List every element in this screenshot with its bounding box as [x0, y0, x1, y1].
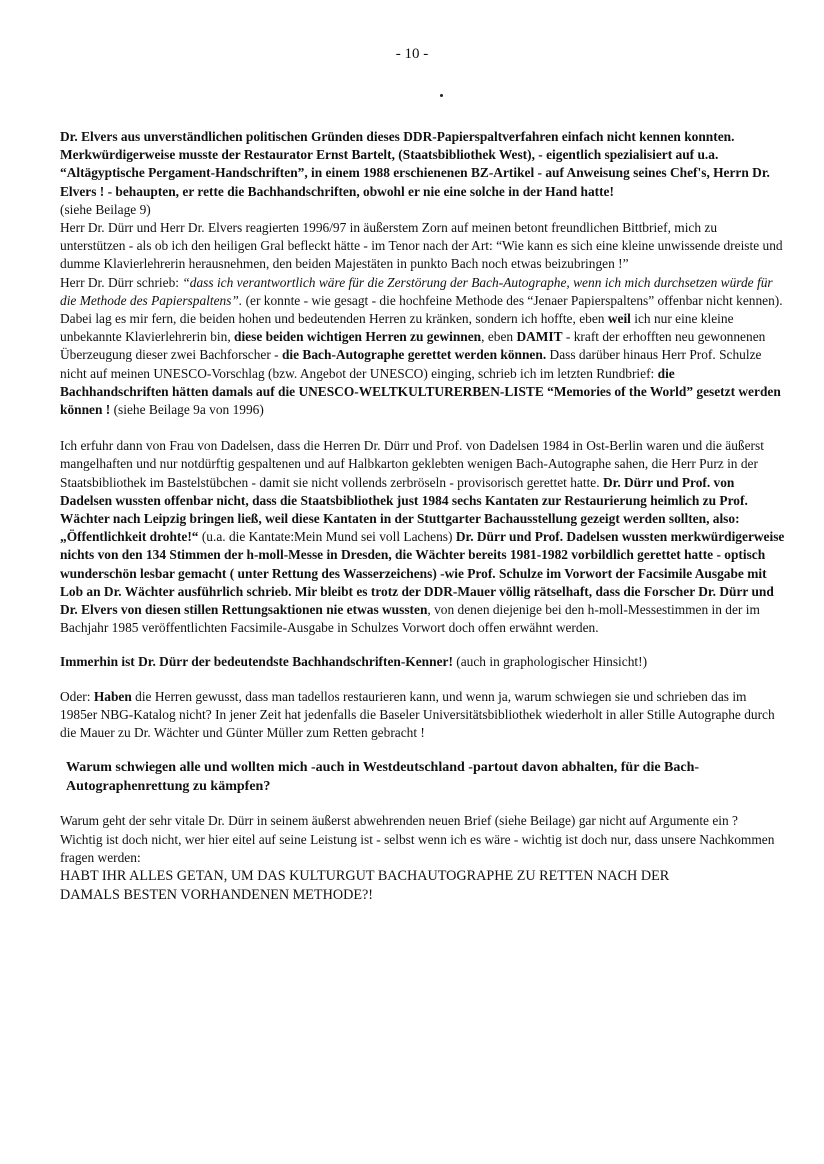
- paragraph-argumente: [60, 812, 785, 867]
- paragraph-duerr-quote: [60, 274, 785, 310]
- bold-text: die Bach-Autographe gerettet werden können.: [281, 347, 547, 363]
- paragraph-oder: [60, 688, 785, 743]
- body-text: Herr Dr. Dürr und Herr Dr. Elvers reagierten 1996/97 in äußerstem Zorn auf meinen betont freundlichen Bittbrief, mich zu unterstützen - als ob ich den heiligen Gral befleckt hätte - im Tenor nach der Art: “Wie kann es sich eine kleine unwissende dreiste und dumme Klavierlehrerin herausnehmen, den beiden Majestäten in punkto Bach noch etwas beizubringen !”: [60, 220, 783, 272]
- body-text: Warum geht der sehr vitale Dr. Dürr in seinem äußerst abwehrenden neuen Brief (siehe Beilage) gar nicht auf Argumente ein ?: [60, 813, 738, 829]
- body-text: (u.a. die Kantate:Mein Mund sei voll Lachens): [198, 529, 456, 545]
- body-text: Oder:: [60, 688, 94, 704]
- closing-statement: HABT IHR ALLES GETAN, UM DAS KULTURGUT BACHAUTOGRAPHE ZU RETTEN NACH DER DAMALS BESTEN VORHANDENEN METHODE?!: [60, 867, 670, 903]
- paragraph-gap: [60, 637, 785, 653]
- bold-text: die Bachhandschriften hätten damals auf die UNESCO-WELTKULTURERBEN-LISTE “Memories of the World” gesetzt werden können !: [60, 365, 781, 418]
- body-text: Dass darüber hinaus Herr Prof. Schulze nicht auf meinen UNESCO-Vorschlag (bzw. Angebot der UNESCO) einging, schrieb ich im letzten Rundbrief:: [60, 347, 762, 381]
- bold-text: Dr. Elvers aus unverständlichen politischen Gründen dieses DDR-Papierspaltverfahren einfach nicht kennen konnten.: [60, 129, 735, 144]
- quote-text: “dass ich verantwortlich wäre für die Zerstörung der Bach-Autographe, wenn ich mich durchsetzen würde für die Methode des Papierspaltens”.: [60, 274, 773, 308]
- body-text: Wichtig ist doch nicht, wer hier eitel auf seine Leistung ist - selbst wenn ich es wäre - wichtig ist doch nur, dass unsere Nachkommen fragen werden:: [60, 831, 775, 865]
- body-text: , von denen diejenige bei den h-moll-Messestimmen in der im Bachjahr 1985 veröffentlichten Facsimile-Ausgabe in Schulzes Vorwort doch offen erwähnt werden.: [60, 602, 760, 636]
- bold-text: Haben: [93, 688, 132, 704]
- paragraph-gap: [60, 672, 785, 688]
- body-text: ich nur eine kleine unbekannte Klavierlehrerin bin,: [60, 311, 734, 345]
- bold-text: weil: [607, 311, 631, 327]
- paragraph-intent: [60, 310, 785, 419]
- paragraph-gap: [60, 742, 785, 758]
- paragraph-bartelt: [60, 128, 785, 219]
- stray-mark: [440, 94, 443, 97]
- bold-text: Merkwürdigerweise musste der Restaurator Ernst Bartelt, (Staatsbibliothek West), - eigentlich spezialisiert auf u.a. “Altägyptische Pergament-Handschriften”, in einem 1988 erschienenen BZ-Artikel - auf Anweisung seines Chef's, Herrn Dr. Elvers ! - behaupten, er rette die Bachhandschriften, obwohl er nie eine solche in der Hand hatte!: [60, 147, 770, 199]
- bold-text: Immerhin ist Dr. Dürr der bedeutendste Bachhandschriften-Kenner!: [60, 654, 453, 670]
- paragraph-gap: [60, 796, 785, 812]
- body-text: (siehe Beilage 9): [60, 201, 151, 217]
- bold-text: Dr. Dürr und Prof. Dadelsen wussten merkwürdigerweise nichts von den 134 Stimmen der h-moll-Messe in Dresden, die Wächter bereits 1981-1982 vorbildlich gerettet hatte - optisch wunderschön lesbar gemacht ( unter Rettung des Wasserzeichens) -wie Prof. Schulze im Vorwort der Facsimile Ausgabe mit Lob an Dr. Wächter ausführlich schrieb. Mir bleibt es trotz der DDR-Mauer völlig rätselhaft, dass die Forscher Dr. Dürr und Dr. Elvers von diesen stillen Rettungsaktionen nie etwas wussten: [60, 529, 785, 618]
- body-text: Dabei lag es mir fern, die beiden hohen und bedeutenden Herren zu kränken, sondern ich hoffte, eben: [60, 311, 608, 327]
- body-text: die Herren gewusst, dass man tadellos restaurieren kann, und wenn ja, warum schwiegen sie und schrieben das im 1985er NBG-Katalog nicht? In jener Zeit hat jedenfalls die Baseler Universitätsbibliothek wiederholt in aller Stille Autographe durch die Mauer zu Dr. Wächter und Günter Müller zum Retten gebracht !: [60, 688, 775, 741]
- paragraph-dadelsen: [60, 437, 785, 637]
- bold-text: Warum schwiegen alle und wollten mich -auch in Westdeutschland -partout davon abhalten, für die Bach-Autographenrettung zu kämpfen?: [66, 760, 700, 795]
- body-text: , eben: [481, 329, 517, 345]
- bold-text: Dr. Dürr und Prof. von Dadelsen wussten offenbar nicht, dass die Staatsbibliothek just 1984 sechs Kantaten zur Restaurierung heimlich zu Prof. Wächter nach Leipzig bringen ließ, weil diese Kantaten in der Stuttgarter Bachausstellung gezeigt werden sollten, also:„Öffentlichkeit drohte!“: [60, 474, 748, 545]
- page-number: - 10 -: [395, 46, 429, 62]
- body-text: (er konnte - wie gesagt - die hochfeine Methode des “Jenaer Papierspaltens” offenbar nicht kennen).: [242, 292, 783, 308]
- body-text: Ich erfuhr dann von Frau von Dadelsen, dass die Herren Dr. Dürr und Prof. von Dadelsen 1984 in Ost-Berlin waren und die äußerst mangelhaften und nur notdürftig gespaltenen und auf Halbkarton geklebten wenigen Bach-Autographe sahen, die Herr Purz in der Staatsbibliothek im Bastelstübchen - damit sie nicht vollends zerbröseln - provisorisch gerettet hatte.: [60, 438, 764, 490]
- body-text: Herr Dr. Dürr schrieb:: [60, 274, 183, 290]
- document-body: [60, 128, 785, 905]
- body-text: - kraft der erhofften neu gewonnenen Überzeugung dieser zwei Bachforscher -: [60, 329, 766, 363]
- bold-text: DAMIT: [516, 329, 563, 345]
- body-text: (siehe Beilage 9a von 1996): [110, 402, 264, 418]
- paragraph-reaction: [60, 219, 785, 274]
- body-text: (auch in graphologischer Hinsicht!): [452, 654, 648, 670]
- bold-text: diese beiden wichtigen Herren zu gewinnen: [234, 329, 482, 345]
- paragraph-gap: [60, 419, 785, 437]
- paragraph-kenner: [60, 653, 785, 671]
- paragraph-question: [60, 758, 785, 796]
